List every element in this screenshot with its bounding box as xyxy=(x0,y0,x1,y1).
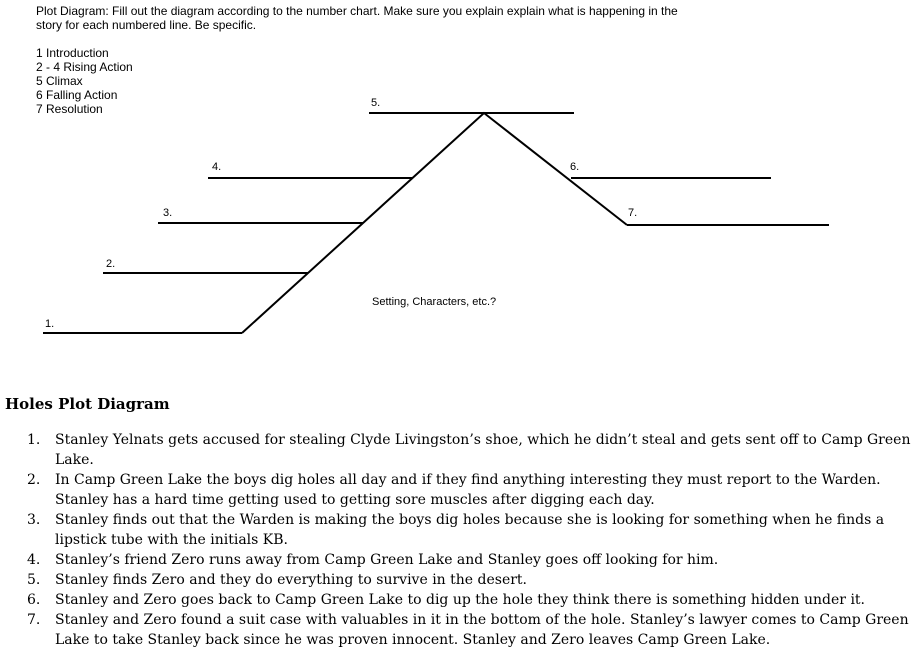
legend-item-climax: 5 Climax xyxy=(36,74,83,88)
line-label-2: 2. xyxy=(106,258,116,270)
line-label-1: 1. xyxy=(45,318,55,330)
line-label-4: 4. xyxy=(212,161,222,173)
event-number: 7. xyxy=(27,612,41,628)
holes-title: Holes Plot Diagram xyxy=(5,395,170,413)
event-number: 2. xyxy=(27,472,41,488)
event-number: 1. xyxy=(27,432,41,448)
line-label-7: 7. xyxy=(628,207,638,219)
line-label-5: 5. xyxy=(371,97,381,109)
event-number: 4. xyxy=(27,552,41,568)
event-text: Stanley’s friend Zero runs away from Camp Green Lake and Stanley goes off looking for him. xyxy=(55,552,719,568)
event-text: Stanley and Zero goes back to Camp Green Lake to dig up the hole they think there is something hidden under it. xyxy=(55,592,865,608)
event-text: Stanley and Zero found a suit case with valuables in it in the bottom of the hole. Stanley’s lawyer comes to Camp Green Lake to take Stanley back since he was proven innocent. Stanley and Zero leaves Camp Green Lake. xyxy=(55,612,909,648)
event-text: Stanley finds out that the Warden is making the boys dig holes because she is looking for something when he finds a lipstick tube with the initials KB. xyxy=(55,512,885,548)
legend-item-resolution: 7 Resolution xyxy=(36,102,103,116)
event-item xyxy=(27,430,917,470)
event-text: In Camp Green Lake the boys dig holes all day and if they find anything interesting they must report to the Warden. Stanley has a hard time getting used to getting sore muscles after digging each day. xyxy=(55,472,881,508)
holes-events-list xyxy=(27,430,917,650)
event-text: Stanley Yelnats gets accused for stealing Clyde Livingston’s shoe, which he didn’t steal and gets sent off to Camp Green Lake. xyxy=(55,432,911,468)
event-item xyxy=(27,610,917,650)
legend-item-falling-action: 6 Falling Action xyxy=(36,88,118,102)
event-item xyxy=(27,590,917,610)
line-label-6: 6. xyxy=(570,161,580,173)
event-number: 6. xyxy=(27,592,41,608)
event-item xyxy=(27,510,917,550)
event-number: 5. xyxy=(27,572,41,588)
legend-item-introduction: 1 Introduction xyxy=(36,46,109,60)
center-note: Setting, Characters, etc.? xyxy=(372,296,497,308)
event-text: Stanley finds Zero and they do everything to survive in the desert. xyxy=(55,572,528,588)
event-item xyxy=(27,570,917,590)
legend-item-rising-action: 2 - 4 Rising Action xyxy=(36,60,133,74)
event-item xyxy=(27,550,917,570)
event-item xyxy=(27,470,917,510)
line-label-3: 3. xyxy=(163,207,173,219)
instructions-text: Plot Diagram: Fill out the diagram according to the number chart. Make sure you explain explain what is happening in the story for each numbered line. Be specific. xyxy=(36,4,678,32)
event-number: 3. xyxy=(27,512,41,528)
